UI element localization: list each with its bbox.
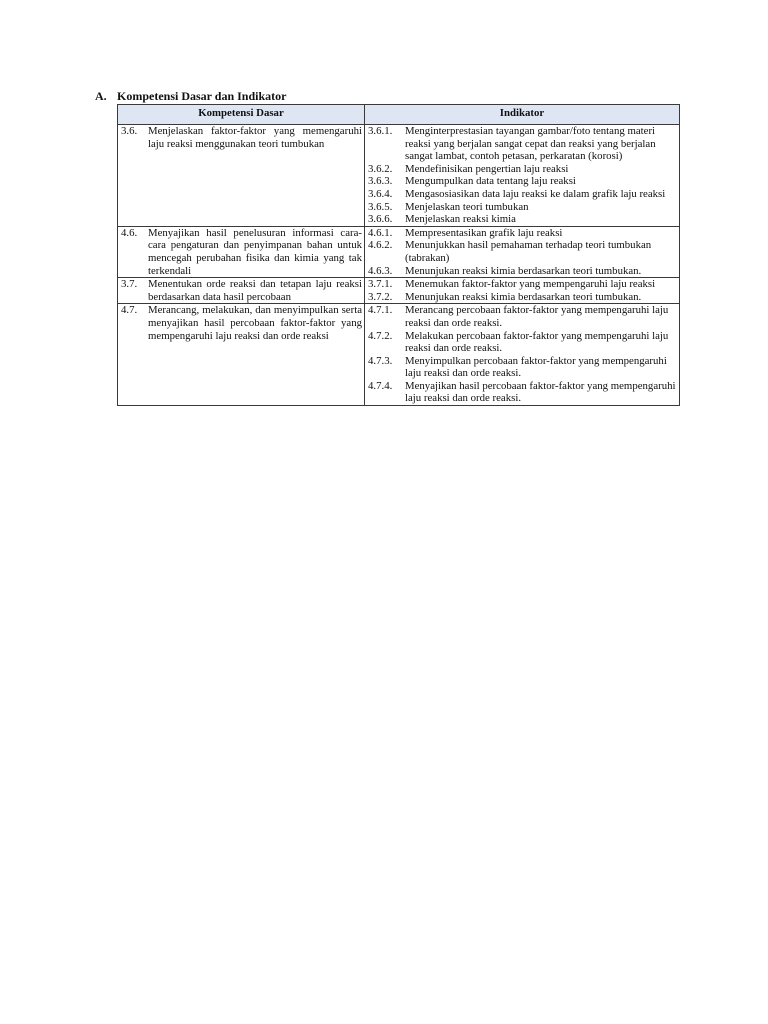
indicator-text: Mempresentasikan grafik laju reaksi <box>405 226 563 239</box>
indicator-cell <box>365 226 680 277</box>
indicator-number: 4.6.3. <box>368 264 393 277</box>
indicator-text: Mengumpulkan data tentang laju reaksi <box>405 175 576 188</box>
header-indikator: Indikator <box>365 105 680 125</box>
header-kompetensi-dasar: Kompetensi Dasar <box>118 105 365 125</box>
kd-number: 3.6. <box>121 125 138 137</box>
indicator-item <box>368 201 677 214</box>
indicator-item <box>368 291 677 304</box>
indicator-number: 3.6.2. <box>368 162 393 175</box>
table-row <box>118 278 680 304</box>
kd-item <box>121 227 362 277</box>
indicator-item <box>368 330 677 355</box>
section-title-text: Kompetensi Dasar dan Indikator <box>117 89 287 103</box>
indicator-item <box>368 227 677 240</box>
table-row <box>118 304 680 406</box>
kd-text: Menyajikan hasil penelusuran informasi cara-cara pengaturan dan penyimpanan bahan untuk mencegah perubahan fisika dan kimia yang tak terkendali <box>148 226 362 277</box>
section-letter: A. <box>95 89 107 103</box>
indicator-number: 4.7.2. <box>368 329 393 342</box>
indicator-number: 4.7.4. <box>368 379 393 392</box>
indicator-number: 3.7.2. <box>368 290 393 303</box>
section-heading <box>95 89 286 103</box>
indicator-item <box>368 304 677 329</box>
indicator-number: 4.7.3. <box>368 354 393 367</box>
kd-cell <box>118 226 365 277</box>
indicator-cell <box>365 304 680 406</box>
indicator-text: Melakukan percobaan faktor-faktor yang mempengaruhi laju reaksi dan orde reaksi. <box>405 329 669 355</box>
indicator-number: 4.7.1. <box>368 304 393 317</box>
kd-number: 4.6. <box>121 226 138 239</box>
indicator-text: Merancang percobaan faktor-faktor yang mempengaruhi laju reaksi dan orde reaksi. <box>405 304 669 329</box>
kd-cell <box>118 278 365 304</box>
indicator-text: Menginterprestasian tayangan gambar/foto tentang materi reaksi yang berjalan sangat cepat dan reaksi yang berjalan sangat lambat, contoh petasan, perkaratan (korosi) <box>405 125 656 163</box>
indicator-number: 3.6.6. <box>368 213 393 226</box>
indicator-item <box>368 355 677 380</box>
indicator-cell <box>365 278 680 304</box>
indicator-item <box>368 125 677 163</box>
indicator-item <box>368 213 677 226</box>
kd-number: 4.7. <box>121 304 138 317</box>
indicator-item <box>368 163 677 176</box>
indicator-number: 3.7.1. <box>368 278 393 291</box>
indicator-item <box>368 175 677 188</box>
indicator-text: Menyimpulkan percobaan faktor-faktor yang mempengaruhi laju reaksi dan orde reaksi. <box>405 354 667 380</box>
indicator-number: 3.6.1. <box>368 125 393 137</box>
indicator-number: 4.6.2. <box>368 239 393 252</box>
kd-cell <box>118 304 365 406</box>
kd-text: Menjelaskan faktor-faktor yang memengaruhi laju reaksi menggunakan teori tumbukan <box>148 125 362 150</box>
kd-text: Merancang, melakukan, dan menyimpulkan serta menyajikan hasil percobaan faktor-faktor yang mempengaruhi laju reaksi dan orde reaksi <box>148 304 362 342</box>
kd-item <box>121 125 362 150</box>
indicator-cell <box>365 125 680 227</box>
table-row <box>118 226 680 277</box>
kd-number: 3.7. <box>121 278 138 291</box>
indicator-number: 3.6.4. <box>368 187 393 200</box>
indicator-item <box>368 265 677 278</box>
indicator-item <box>368 380 677 405</box>
kd-item <box>121 304 362 342</box>
kd-text: Menentukan orde reaksi dan tetapan laju reaksi berdasarkan data hasil percobaan <box>148 278 362 303</box>
indicator-text: Menjelaskan reaksi kimia <box>405 213 516 226</box>
indicator-item <box>368 278 677 291</box>
table-body <box>118 125 680 406</box>
indicator-number: 3.6.5. <box>368 200 393 213</box>
indicator-text: Menjelaskan teori tumbukan <box>405 200 529 213</box>
competency-table <box>117 104 680 406</box>
indicator-item <box>368 188 677 201</box>
indicator-text: Menunjukan reaksi kimia berdasarkan teori tumbukan. <box>405 290 642 303</box>
kd-item <box>121 278 362 303</box>
indicator-text: Menunjukkan hasil pemahaman terhadap teori tumbukan (tabrakan) <box>405 239 652 264</box>
indicator-number: 4.6.1. <box>368 226 393 239</box>
indicator-text: Menemukan faktor-faktor yang mempengaruhi laju reaksi <box>405 278 656 291</box>
indicator-text: Menunjukan reaksi kimia berdasarkan teori tumbukan. <box>405 264 642 277</box>
indicator-text: Mengasosiasikan data laju reaksi ke dalam grafik laju reaksi <box>405 187 666 200</box>
kd-cell <box>118 125 365 227</box>
table-header-row <box>118 105 680 125</box>
indicator-item <box>368 239 677 264</box>
table-row <box>118 125 680 227</box>
indicator-text: Mendefinisikan pengertian laju reaksi <box>405 162 569 175</box>
indicator-number: 3.6.3. <box>368 175 393 188</box>
indicator-text: Menyajikan hasil percobaan faktor-faktor yang mempengaruhi laju reaksi dan orde reaksi. <box>405 379 676 405</box>
